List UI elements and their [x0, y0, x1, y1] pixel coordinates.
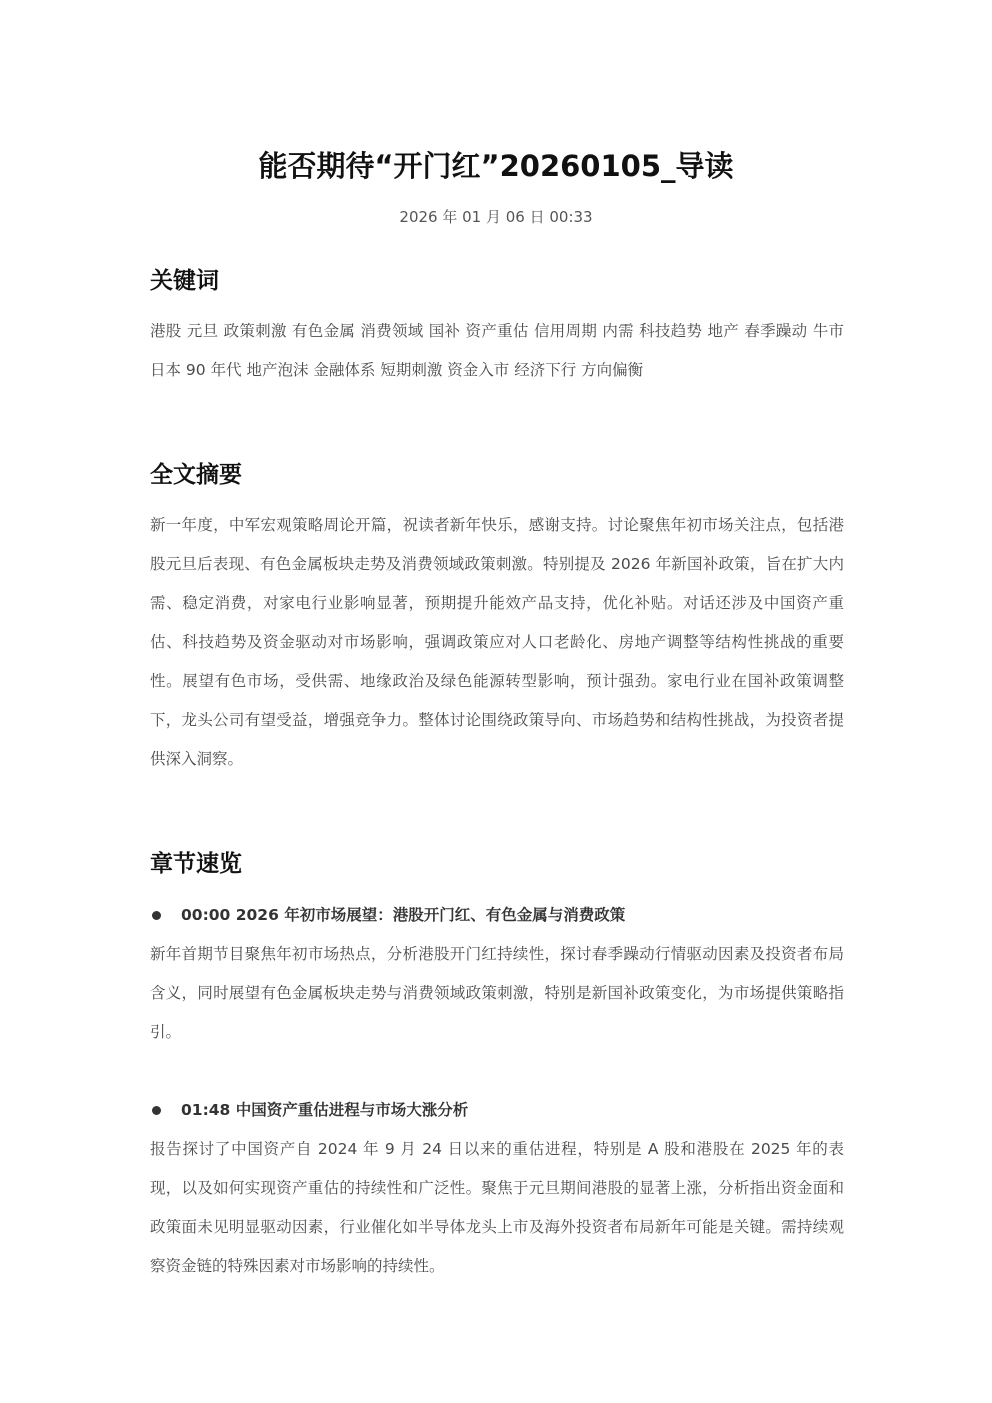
chapter-title: 01:48 中国资产重估进程与市场大涨分析: [181, 1101, 469, 1119]
chapter-item-heading: [150, 903, 844, 927]
summary-heading: 全文摘要: [150, 462, 242, 488]
keywords-heading: 关键词: [150, 268, 219, 294]
chapters-heading: 章节速览: [150, 851, 242, 877]
summary-text: 新一年度，中军宏观策略周论开篇，祝读者新年快乐，感谢支持。讨论聚焦年初市场关注点，包括港股元旦后表现、有色金属板块走势及消费领域政策刺激。特别提及 2026 年新国补政策，旨在扩大内需、稳定消费，对家电行业影响显著，预期提升能效产品支持，优化补贴。对话还涉及中国资产重估、科技趋势及资金驱动对市场影响，强调政策应对人口老龄化、房地产调整等结构性挑战的重要性。展望有色市场，受供需、地缘政治及绿色能源转型影响，预计强劲。家电行业在国补政策调整下，龙头公司有望受益，增强竞争力。整体讨论围绕政策导向、市场趋势和结构性挑战，为投资者提供深入洞察。: [150, 516, 844, 768]
chapter-title: 00:00 2026 年初市场展望：港股开门红、有色金属与消费政策: [181, 906, 626, 924]
chapter-item-heading: [150, 1098, 844, 1122]
keywords-text: 港股 元旦 政策刺激 有色金属 消费领域 国补 资产重估 信用周期 内需 科技趋势 地产 春季躁动 牛市 日本 90 年代 地产泡沫 金融体系 短期刺激 资金入市 经济下行 方向偏衡: [150, 322, 844, 379]
bullet-icon: [152, 911, 161, 920]
chapter-summary: 新年首期节目聚焦年初市场热点，分析港股开门红持续性，探讨春季躁动行情驱动因素及投资者布局含义，同时展望有色金属板块走势与消费领域政策刺激，特别是新国补政策变化，为市场提供策略指引。: [150, 945, 844, 1041]
document-title: 能否期待“开门红”20260105_导读: [258, 149, 734, 183]
document-date: 2026 年 01 月 06 日 00:33: [399, 208, 593, 226]
chapter-summary: 报告探讨了中国资产自 2024 年 9 月 24 日以来的重估进程，特别是 A 股和港股在 2025 年的表现，以及如何实现资产重估的持续性和广泛性。聚焦于元旦期间港股的显著上涨，分析指出资金面和政策面未见明显驱动因素，行业催化如半导体龙头上市及海外投资者布局新年可能是关键。需持续观察资金链的特殊因素对市场影响的持续性。: [150, 1140, 844, 1275]
bullet-icon: [152, 1106, 161, 1115]
